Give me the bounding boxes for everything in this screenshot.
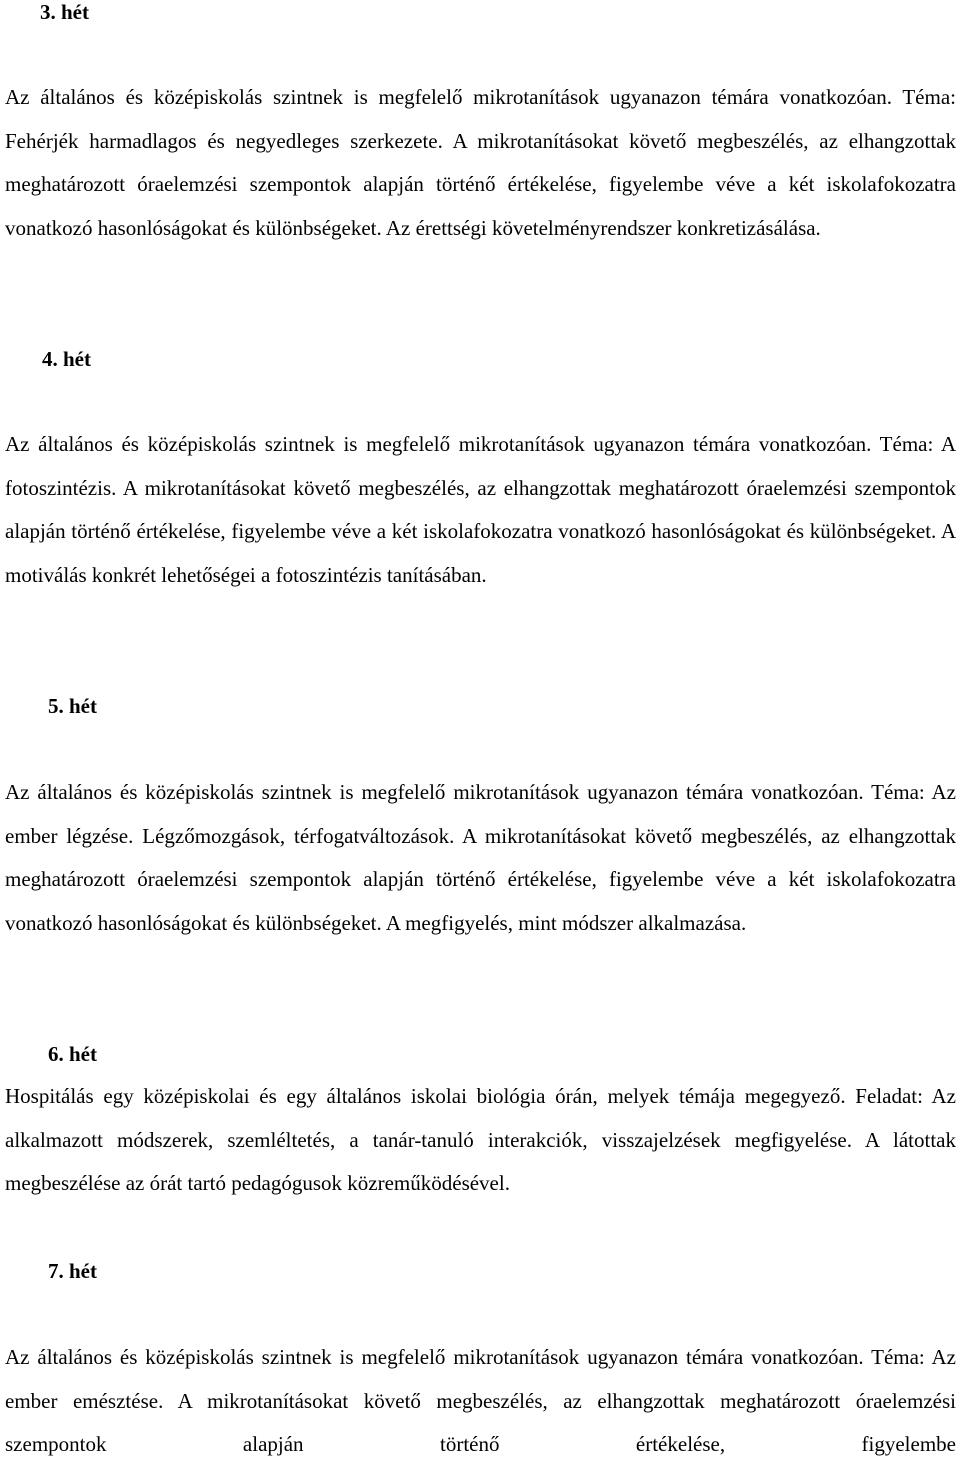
section-heading-week-6: 6. hét — [48, 1042, 97, 1066]
section-paragraph-week-5: Az általános és középiskolás szintnek is megfelelő mikrotanítások ugyanazon témára vonatkozóan. Téma: Az ember légzése. Légzőmozgások, térfogatváltozások. A mikrotanításokat követő megbeszélés, az elhangzottak meghatározott óraelemzési szempontok alapján történő értékelése, figyelembe véve a két iskolafokozatra vonatkozó hasonlóságokat és különbségeket. A megfigyelés, mint módszer alkalmazása. — [5, 780, 956, 935]
section-heading-week-7: 7. hét — [48, 1259, 97, 1283]
section-heading-week-4: 4. hét — [42, 347, 91, 371]
section-heading-week-3: 3. hét — [40, 0, 89, 24]
section-paragraph-week-3: Az általános és középiskolás szintnek is megfelelő mikrotanítások ugyanazon témára vonatkozóan. Téma: Fehérjék harmadlagos és negyedleges szerkezete. A mikrotanításokat követő megbeszélés, az elhangzottak meghatározott óraelemzési szempontok alapján történő értékelése, figyelembe véve a két iskolafokozatra vonatkozó hasonlóságokat és különbségeket. Az érettségi követelményrendszer konkretizásálása. — [5, 85, 956, 240]
section-paragraph-week-4: Az általános és középiskolás szintnek is megfelelő mikrotanítások ugyanazon témára vonatkozóan. Téma: A fotoszintézis. A mikrotanításokat követő megbeszélés, az elhangzottak meghatározott óraelemzési szempontok alapján történő értékelése, figyelembe véve a két iskolafokozatra vonatkozó hasonlóságokat és különbségeket. A motiválás konkrét lehetőségei a fotoszintézis tanításában. — [5, 432, 956, 587]
section-paragraph-week-6: Hospitálás egy középiskolai és egy általános iskolai biológia órán, melyek témája megegyező. Feladat: Az alkalmazott módszerek, szemléltetés, a tanár-tanuló interakciók, visszajelzések megfigyelése. A látottak megbeszélése az órát tartó pedagógusok közreműködésével. — [5, 1084, 956, 1196]
section-heading-week-5: 5. hét — [48, 694, 97, 718]
section-paragraph-week-7: Az általános és középiskolás szintnek is megfelelő mikrotanítások ugyanazon témára vonatkozóan. Téma: Az ember emésztése. A mikrotanításokat követő megbeszélés, az elhangzottak meghatározott óraelemzési szempontok alapján történő értékelése, figyelembe — [5, 1345, 956, 1457]
